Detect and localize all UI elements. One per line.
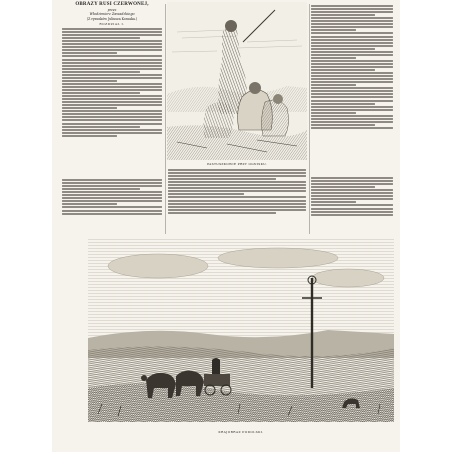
text-line	[62, 188, 140, 190]
text-line	[311, 23, 393, 25]
top-illustration-caption: PASTUSZKOWIE PRZY OGNISKU.	[207, 162, 267, 166]
text-line	[311, 69, 375, 71]
text-line	[62, 83, 162, 85]
text-line	[168, 190, 306, 192]
text-line	[62, 182, 162, 184]
text-line	[62, 107, 117, 109]
text-line	[62, 104, 162, 106]
text-line	[311, 45, 393, 47]
text-line	[311, 11, 393, 13]
text-line	[311, 54, 393, 56]
text-line	[311, 81, 393, 83]
text-line	[311, 96, 393, 98]
text-line	[311, 177, 393, 179]
text-line	[62, 98, 162, 100]
text-line	[311, 127, 393, 129]
text-line	[311, 26, 393, 28]
text-line	[311, 180, 393, 182]
text-line	[311, 39, 393, 41]
text-line	[62, 49, 162, 51]
text-line	[311, 115, 393, 117]
text-line	[62, 71, 140, 73]
text-line	[62, 135, 117, 137]
text-line	[311, 20, 393, 22]
text-line	[168, 187, 306, 189]
right-text-column	[311, 4, 393, 174]
text-line	[311, 112, 356, 114]
text-line	[168, 206, 306, 208]
text-line	[62, 197, 162, 199]
text-line	[62, 119, 162, 121]
middle-text-column-3	[311, 176, 393, 230]
text-line	[168, 193, 244, 195]
text-line	[62, 68, 162, 70]
text-line	[62, 132, 162, 134]
shepherd-boys-engraving	[167, 2, 307, 160]
text-line	[311, 109, 393, 111]
text-line	[62, 213, 162, 215]
text-line	[62, 126, 140, 128]
text-line	[168, 181, 306, 183]
text-line	[168, 196, 306, 198]
text-line	[62, 65, 162, 67]
text-line	[311, 78, 393, 80]
bottom-illustration-caption: KRAJOBRAZ PODOLSKI.	[218, 430, 264, 434]
text-line	[311, 121, 393, 123]
text-line	[311, 51, 393, 53]
text-line	[311, 75, 393, 77]
text-line	[311, 189, 393, 191]
text-line	[168, 184, 306, 186]
text-line	[62, 55, 162, 57]
landscape-engraving	[88, 238, 394, 422]
text-line	[62, 86, 162, 88]
text-line	[311, 100, 393, 102]
text-line	[168, 203, 306, 205]
text-line	[311, 106, 393, 108]
text-line	[168, 209, 306, 211]
text-line	[62, 28, 162, 30]
text-line	[311, 201, 356, 203]
text-line	[311, 87, 393, 89]
text-line	[62, 203, 117, 205]
text-line	[311, 198, 393, 200]
text-line	[62, 101, 162, 103]
text-line	[311, 84, 356, 86]
text-line	[62, 74, 162, 76]
illustration-credit: (Z rysunków Juliusza Kossaka.)	[86, 17, 138, 21]
text-line	[311, 103, 375, 105]
text-line	[62, 185, 162, 187]
text-line	[62, 43, 162, 45]
text-line	[311, 57, 356, 59]
text-line	[311, 186, 375, 188]
text-line	[311, 8, 393, 10]
text-line	[62, 206, 162, 208]
text-line	[311, 192, 393, 194]
text-line	[62, 92, 140, 94]
text-line	[62, 62, 162, 64]
text-line	[62, 123, 162, 125]
text-line	[311, 32, 393, 34]
text-line	[62, 34, 162, 36]
text-line	[62, 80, 117, 82]
text-line	[311, 118, 393, 120]
text-line	[62, 46, 162, 48]
column-rule-right	[309, 4, 310, 234]
text-line	[311, 214, 393, 216]
text-line	[168, 172, 306, 174]
middle-text-column-1	[62, 178, 162, 230]
text-line	[62, 52, 117, 54]
text-line	[311, 211, 393, 213]
text-line	[311, 195, 393, 197]
text-line	[62, 116, 162, 118]
text-line	[62, 110, 162, 112]
text-line	[311, 14, 375, 16]
text-line	[311, 208, 393, 210]
chapter-heading: ROZDZIAŁ I.	[99, 22, 125, 26]
left-text-column	[62, 27, 162, 175]
text-line	[168, 200, 306, 202]
text-line	[311, 66, 393, 68]
text-line	[311, 93, 393, 95]
text-line	[62, 113, 162, 115]
text-line	[311, 63, 393, 65]
text-line	[311, 17, 393, 19]
article-title: OBRAZY RUSI CZERWONEJ,	[75, 2, 149, 7]
text-line	[62, 40, 162, 42]
text-line	[311, 29, 356, 31]
text-line	[168, 169, 306, 171]
text-line	[62, 200, 162, 202]
text-line	[62, 179, 162, 181]
text-line	[62, 37, 140, 39]
text-line	[311, 48, 375, 50]
text-line	[311, 72, 393, 74]
text-line	[62, 194, 162, 196]
text-line	[168, 178, 276, 180]
text-line	[311, 183, 393, 185]
text-line	[62, 89, 162, 91]
text-line	[62, 191, 162, 193]
text-line	[62, 95, 162, 97]
text-line	[311, 204, 393, 206]
column-rule-left	[165, 4, 166, 234]
text-line	[311, 5, 393, 7]
text-line	[168, 212, 276, 214]
byline-prefix: przez	[107, 8, 117, 12]
text-line	[62, 31, 162, 33]
author-name: Włodzimierz Zawadzkiego	[89, 12, 135, 16]
text-line	[311, 60, 393, 62]
text-line	[168, 175, 306, 177]
middle-text-column-2	[168, 168, 306, 230]
text-line	[311, 124, 375, 126]
newspaper-page	[52, 0, 400, 452]
text-line	[311, 90, 393, 92]
text-line	[62, 59, 162, 61]
text-line	[62, 210, 162, 212]
text-line	[62, 129, 162, 131]
text-line	[62, 77, 162, 79]
text-line	[311, 42, 393, 44]
text-line	[311, 36, 393, 38]
